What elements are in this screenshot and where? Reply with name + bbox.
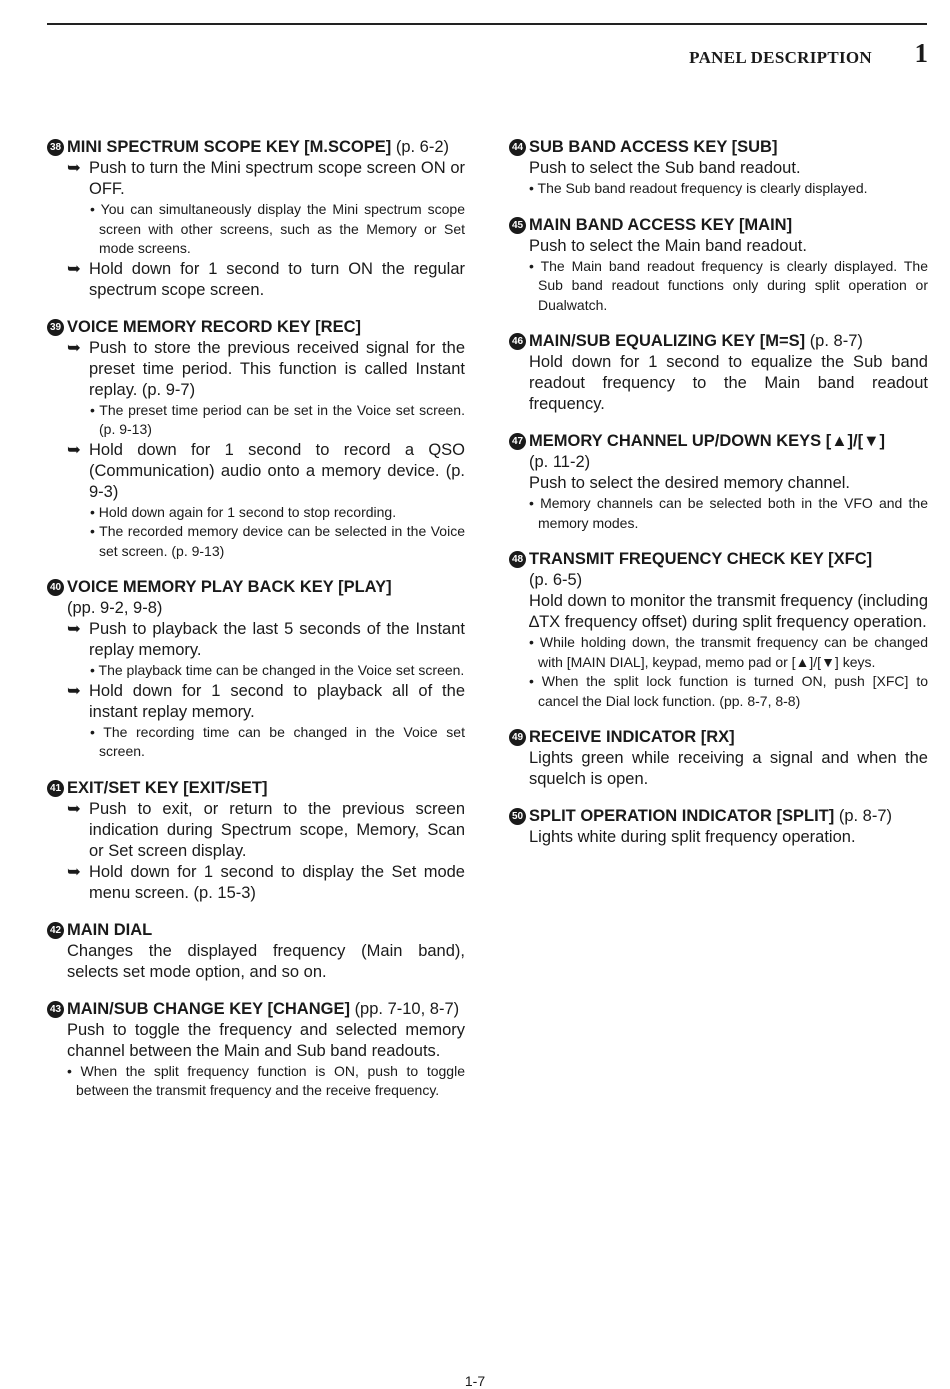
- item-body: Hold down to monitor the transmit frequency (including ∆TX frequency offset) during split frequency operation.: [529, 592, 928, 631]
- item-number: 48: [509, 551, 526, 568]
- item-title: EXIT/SET KEY [EXIT/SET]: [67, 778, 268, 797]
- item-title: MAIN DIAL: [67, 920, 153, 939]
- top-rule: [47, 23, 927, 25]
- item-body: Push to toggle the frequency and selected memory channel between the Main and Sub band readouts.: [67, 1020, 465, 1060]
- item-change-key: [47, 999, 465, 1101]
- page-number: 1-7: [464, 1373, 486, 1389]
- arrow-instruction: ➥ Hold down for 1 second to playback all of the instant replay memory.: [67, 681, 465, 721]
- item-sub-key: [509, 137, 928, 199]
- item-split-indicator: [509, 806, 928, 848]
- item-xfc-key: [509, 549, 928, 711]
- item-body: Push to select the Sub band readout.: [529, 159, 801, 177]
- arrow-icon: ➥: [67, 681, 81, 700]
- item-number: 44: [509, 139, 526, 156]
- arrow-instruction: ➥ Push to playback the last 5 seconds of the Instant replay memory.: [67, 620, 465, 659]
- item-number: 50: [509, 808, 526, 825]
- bullet-note: • The recorded memory device can be selected in the Voice set screen. (p. 9-13): [90, 523, 465, 559]
- item-number: 38: [47, 139, 64, 156]
- arrow-icon: ➥: [67, 440, 81, 459]
- bullet-note: • The Sub band readout frequency is clearly displayed.: [529, 180, 868, 196]
- item-exit-set-key: [47, 778, 465, 904]
- item-rec-key: [47, 317, 465, 562]
- arrow-instruction: ➥ Hold down for 1 second to display the Set mode menu screen. (p. 15-3): [67, 862, 465, 902]
- bullet-note: • Hold down again for 1 second to stop recording.: [90, 503, 397, 520]
- arrow-icon: ➥: [67, 338, 81, 357]
- item-title: MAIN BAND ACCESS KEY [MAIN]: [529, 215, 793, 234]
- arrow-icon: ➥: [67, 620, 81, 638]
- bullet-note: • The recording time can be changed in the Voice set screen.: [90, 723, 465, 759]
- page-ref: (p. 6-5): [529, 571, 583, 589]
- item-number: 45: [509, 217, 526, 234]
- bullet-note: • The preset time period can be set in the Voice set screen. (p. 9-13): [90, 401, 465, 437]
- item-mscope-key: [47, 137, 465, 301]
- item-title: VOICE MEMORY RECORD KEY [REC]: [67, 317, 361, 336]
- bullet-note: • The Main band readout frequency is clearly displayed. The Sub band readout functions only during split operation or Dualwatch.: [529, 257, 928, 313]
- item-m-s-key: [509, 331, 928, 415]
- right-column: [509, 137, 928, 864]
- item-title: RECEIVE INDICATOR [RX]: [529, 728, 735, 746]
- page-ref: (pp. 7-10, 8-7): [354, 999, 460, 1018]
- bullet-note: • Memory channels can be selected both in the VFO and the memory modes.: [529, 495, 928, 531]
- arrow-icon: ➥: [67, 862, 81, 881]
- item-play-key: [47, 577, 465, 762]
- item-title: MEMORY CHANNEL UP/DOWN KEYS [▲]/[▼]: [529, 432, 885, 450]
- bullet-note: • When the split lock function is turned ON, push [XFC] to cancel the Dial lock function. (pp. 8-7, 8-8): [529, 673, 928, 709]
- item-main-dial: [47, 920, 465, 983]
- page-ref: (p. 8-7): [838, 807, 893, 825]
- bullet-note: • The playback time can be changed in the Voice set screen.: [90, 662, 465, 678]
- arrow-icon: ➥: [67, 259, 81, 278]
- arrow-instruction: ➥ Push to turn the Mini spectrum scope screen ON or OFF.: [67, 159, 465, 198]
- arrow-instruction: ➥ Hold down for 1 second to record a QSO (Communication) audio onto a memory device. (p. 9-3): [67, 440, 465, 501]
- arrow-instruction: ➥ Hold down for 1 second to turn ON the regular spectrum scope screen.: [67, 259, 465, 299]
- item-title: MAIN/SUB EQUALIZING KEY [M=S]: [529, 332, 806, 350]
- item-body: Push to select the desired memory channel.: [529, 474, 851, 492]
- item-title: SUB BAND ACCESS KEY [SUB]: [529, 138, 778, 156]
- item-number: 47: [509, 433, 526, 450]
- item-title: MINI SPECTRUM SCOPE KEY [M.SCOPE]: [67, 138, 392, 156]
- item-body: Changes the displayed frequency (Main band), selects set mode option, and so on.: [67, 941, 465, 981]
- item-number: 46: [509, 333, 526, 350]
- bullet-note: • When the split frequency function is ON, push to toggle between the transmit frequency and the receive frequency.: [67, 1062, 465, 1098]
- item-body: Push to select the Main band readout.: [529, 236, 807, 255]
- item-body: Lights green while receiving a signal and when the squelch is open.: [529, 749, 928, 788]
- item-number: 43: [47, 1001, 64, 1018]
- page-ref: (p. 11-2): [529, 453, 591, 471]
- arrow-instruction: ➥ Push to exit, or return to the previous screen indication during Spectrum scope, Memory, Scan or Set screen display.: [67, 799, 465, 860]
- chapter-number: 1: [914, 38, 928, 68]
- bullet-note: • You can simultaneously display the Mini spectrum scope screen with other screens, such as the Memory or Set mode screens.: [90, 201, 465, 256]
- item-body: Lights white during split frequency operation.: [529, 828, 856, 846]
- page-ref: (p. 8-7): [809, 332, 863, 350]
- item-number: 41: [47, 780, 64, 797]
- left-column: [47, 137, 465, 1117]
- item-rx-indicator: [509, 727, 928, 790]
- item-title: TRANSMIT FREQUENCY CHECK KEY [XFC]: [529, 550, 873, 568]
- arrow-icon: ➥: [67, 159, 81, 177]
- item-title: VOICE MEMORY PLAY BACK KEY [PLAY]: [67, 578, 392, 596]
- item-title: MAIN/SUB CHANGE KEY [CHANGE]: [67, 999, 350, 1018]
- item-body: Hold down for 1 second to equalize the Sub band readout frequency to the Main band readout frequency.: [529, 353, 928, 413]
- item-number: 40: [47, 579, 64, 596]
- page-ref: (p. 6-2): [395, 138, 450, 156]
- arrow-icon: ➥: [67, 799, 81, 818]
- bullet-note: • While holding down, the transmit frequency can be changed with [MAIN DIAL], keypad, memo pad or [▲]/[▼] keys.: [529, 634, 928, 670]
- arrow-instruction: ➥ Push to store the previous received signal for the preset time period. This function is called Instant replay. (p. 9-7): [67, 338, 465, 399]
- item-number: 39: [47, 319, 64, 336]
- item-memory-updown-keys: [509, 431, 928, 533]
- page-ref: (pp. 9-2, 9-8): [67, 599, 163, 617]
- item-title: SPLIT OPERATION INDICATOR [SPLIT]: [529, 807, 835, 825]
- item-main-key: [509, 215, 928, 316]
- item-number: 49: [509, 729, 526, 746]
- section-header: PANEL DESCRIPTION: [689, 48, 872, 67]
- item-number: 42: [47, 922, 64, 939]
